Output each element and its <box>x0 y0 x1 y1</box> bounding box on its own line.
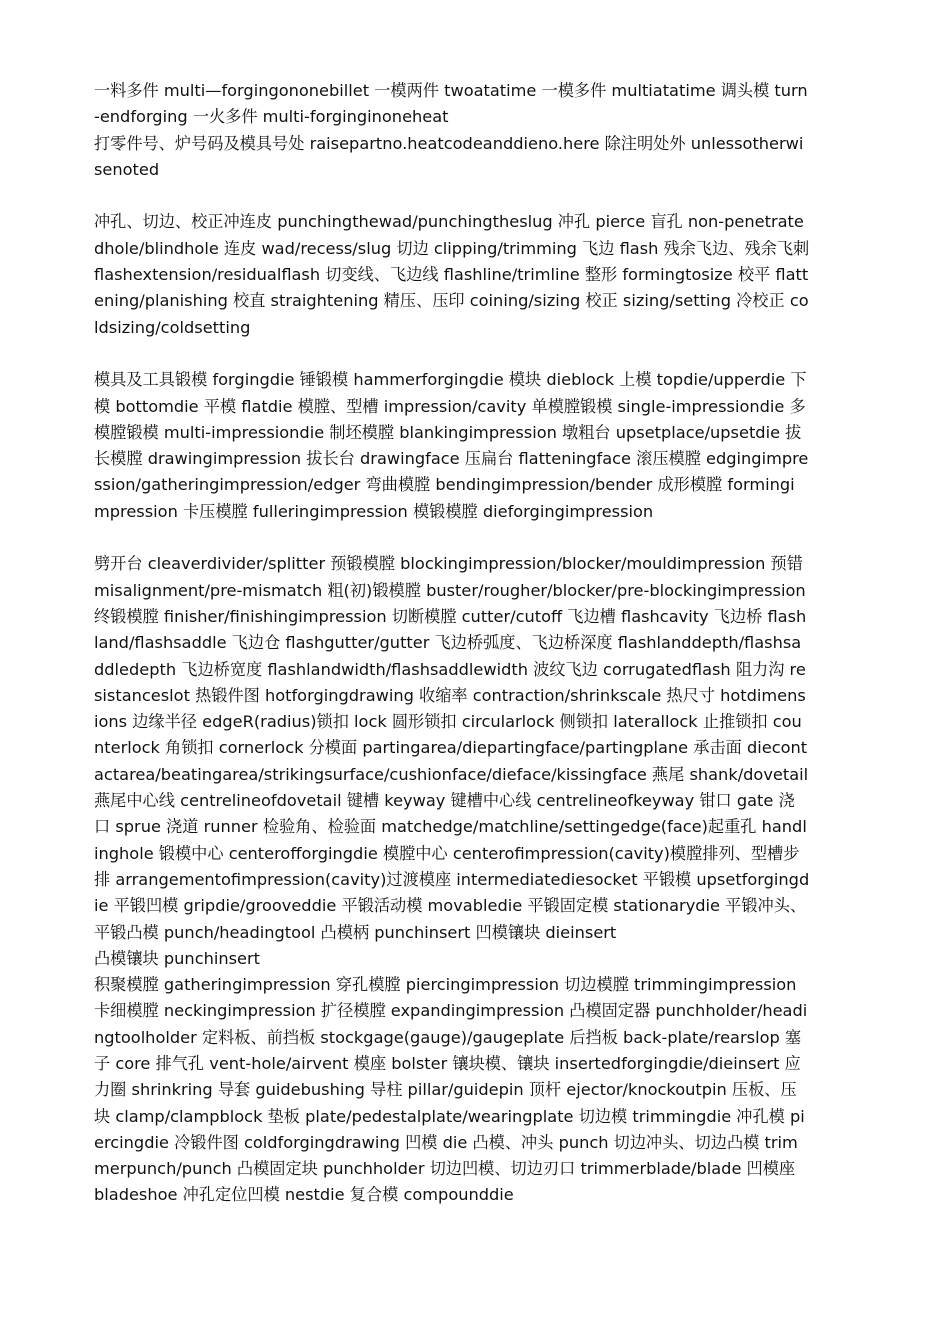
paragraph-2 <box>94 209 810 340</box>
paragraph-spacer <box>94 341 810 367</box>
text-line: 一料多件 multi—forgingononebillet 一模两件 twoatatime 一模多件 multiatatime 调头模 turn-endforging 一火多件 multi-forginginoneheat <box>94 81 808 127</box>
text-line: 模具及工具锻模 forgingdie 锤锻模 hammerforgingdie 模块 dieblock 上模 topdie/upperdie 下模 bottomdie 平模 flatdie 模膛、型槽 impression/cavity 单模膛锻模 single-impressiondie 多模膛锻模 multi-impressiondie 制坯模膛 blankingimpression 墩粗台 upsetplace/upsetdie 拔长模膛 drawingimpression 拔长台 drawingface 压扁台 flatteningface 滚压模膛 edgingimpression/gatheringimpression/edger 弯曲模膛 bendingimpression/bender 成形模膛 formingimpression 卡压模膛 fulleringimpression 模锻模膛 dieforgingimpression <box>94 370 809 521</box>
text-line: 冲孔、切边、校正冲连皮 punchingthewad/punchingtheslug 冲孔 pierce 盲孔 non-penetratedhole/blindhole 连皮 wad/recess/slug 切边 clipping/trimming 飞边 flash 残余飞边、残余飞刺 flashextension/residualflash 切变线、飞边线 flashline/trimline 整形 formingtosize 校平 flattening/planishing 校直 straightening 精压、压印 coining/sizing 校正 sizing/setting 冷校正 coldsizing/coldsetting <box>94 212 810 337</box>
text-line: 凸模镶块 punchinsert <box>94 948 261 968</box>
paragraph-3 <box>94 367 810 525</box>
text-line: 打零件号、炉号码及模具号处 raisepartno.heatcodeanddieno.here 除注明处外 unlessotherwisenoted <box>94 133 804 179</box>
paragraph-spacer <box>94 525 810 551</box>
paragraph-1 <box>94 78 810 183</box>
text-line: 积聚模膛 gatheringimpression 穿孔模膛 piercingimpression 切边模膛 trimmingimpression 卡细模膛 neckingimpression 扩径模膛 expandingimpression 凸模固定器 punchholder/headingtoolholder 定料板、前挡板 stockgage(gauge)/gaugeplate 后挡板 back-plate/rearslop 塞子 core 排气孔 vent-hole/airvent 模座 bolster 镶块模、镶块 insertedforgingdie/dieinsert 应力圈 shrinkring 导套 guidebushing 导柱 pillar/guidepin 顶杆 ejector/knockoutpin 压板、压块 clamp/clampblock 垫板 plate/pedestalplate/wearingplate 切边模 trimmingdie 冲孔模 piercingdie 冷锻件图 coldforgingdrawing 凹模 die 凸模、冲头 punch 切边冲头、切边凸模 trimmerpunch/punch 凸模固定块 punchholder 切边凹模、切边刃口 trimmerblade/blade 凹模座 bladeshoe 冲孔定位凹模 nestdie 复合模 compounddie <box>94 975 808 1205</box>
paragraph-4 <box>94 551 810 1208</box>
text-line: 劈开台 cleaverdivider/splitter 预锻模膛 blockingimpression/blocker/mouldimpression 预错 misalignment/pre-mismatch 粗(初)锻模膛 buster/rougher/blocker/pre-blockingimpression 终锻模膛 finisher/finishingimpression 切断模膛 cutter/cutoff 飞边槽 flashcavity 飞边桥 flashland/flashsaddle 飞边仓 flashgutter/gutter 飞边桥弧度、飞边桥深度 flashlanddepth/flashsaddledepth 飞边桥宽度 flashlandwidth/flashsaddlewidth 波纹飞边 corrugatedflash 阻力沟 resistanceslot 热锻件图 hotforgingdrawing 收缩率 contraction/shrinkscale 热尺寸 hotdimensions 边缘半径 edgeR(radius)锁扣 lock 圆形锁扣 circularlock 侧锁扣 laterallock 止推锁扣 counterlock 角锁扣 cornerlock 分模面 partingarea/diepartingface/partingplane 承击面 diecontactarea/beatingarea/strikingsurface/cushionface/dieface/kissingface 燕尾 shank/dovetail 燕尾中心线 centrelineofdovetail 键槽 keyway 键槽中心线 centrelineofkeyway 钳口 gate 浇口 sprue 浇道 runner 检验角、检验面 matchedge/matchline/settingedge(face)起重孔 handlinghole 锻模中心 centerofforgingdie 模膛中心 centerofimpression(cavity)模膛排列、型槽步排 arrangementofimpression(cavity)过渡模座 intermediatediesocket 平锻模 upsetforgingdie 平锻凹模 gripdie/grooveddie 平锻活动模 movabledie 平锻固定模 stationarydie 平锻冲头、平锻凸模 punch/headingtool 凸模柄 punchinsert 凹模镶块 dieinsert <box>94 554 810 942</box>
paragraph-spacer <box>94 183 810 209</box>
